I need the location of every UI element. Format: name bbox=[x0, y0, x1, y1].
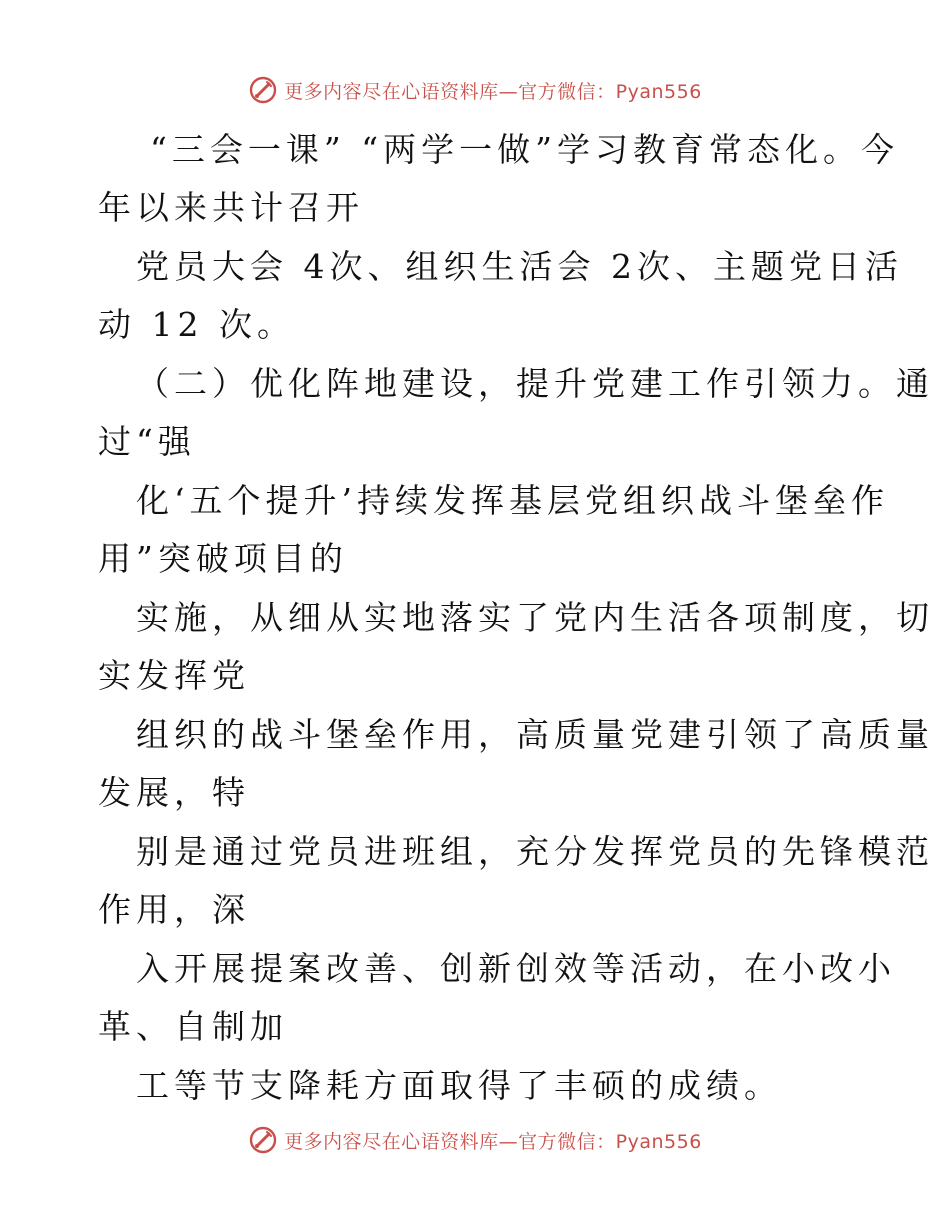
text-line: 革、自制加 bbox=[98, 1007, 288, 1046]
footer-banner-text: 更多内容尽在心语资料库—官方微信：Pyan556 bbox=[284, 1130, 702, 1153]
pen-logo-icon bbox=[248, 75, 278, 105]
text-line: 年以来共计召开 bbox=[98, 188, 364, 227]
text-line: （二）优化阵地建设，提升党建工作引领力。通 bbox=[136, 364, 934, 403]
pen-logo-icon bbox=[248, 1125, 278, 1155]
header-banner bbox=[0, 70, 950, 110]
text-line: 党员大会 4次、组织生活会 2次、主题党日活 bbox=[136, 247, 903, 286]
header-banner-text: 更多内容尽在心语资料库—官方微信：Pyan556 bbox=[284, 80, 702, 103]
text-line: 入开展提案改善、创新创效等活动，在小改小 bbox=[136, 949, 896, 988]
text-line: 用”突破项目的 bbox=[98, 539, 348, 578]
text-line: 工等节支降耗方面取得了丰硕的成绩。 bbox=[136, 1066, 782, 1105]
footer-banner bbox=[0, 1120, 950, 1160]
text-line: 实施，从细从实地落实了党内生活各项制度，切 bbox=[136, 598, 934, 637]
text-line: 发展，特 bbox=[98, 773, 250, 812]
text-line: “三会一课” “两学一做”学习教育常态化。今 bbox=[150, 130, 899, 169]
text-line: 化‘五个提升’持续发挥基层党组织战斗堡垒作 bbox=[136, 481, 889, 520]
text-line: 作用，深 bbox=[98, 890, 250, 929]
text-line: 组织的战斗堡垒作用，高质量党建引领了高质量 bbox=[136, 715, 934, 754]
text-line: 动 12 次。 bbox=[98, 305, 295, 344]
text-line: 实发挥党 bbox=[98, 656, 250, 695]
text-line: 别是通过党员进班组，充分发挥党员的先锋模范 bbox=[136, 832, 934, 871]
text-line: 过“强 bbox=[98, 422, 196, 461]
